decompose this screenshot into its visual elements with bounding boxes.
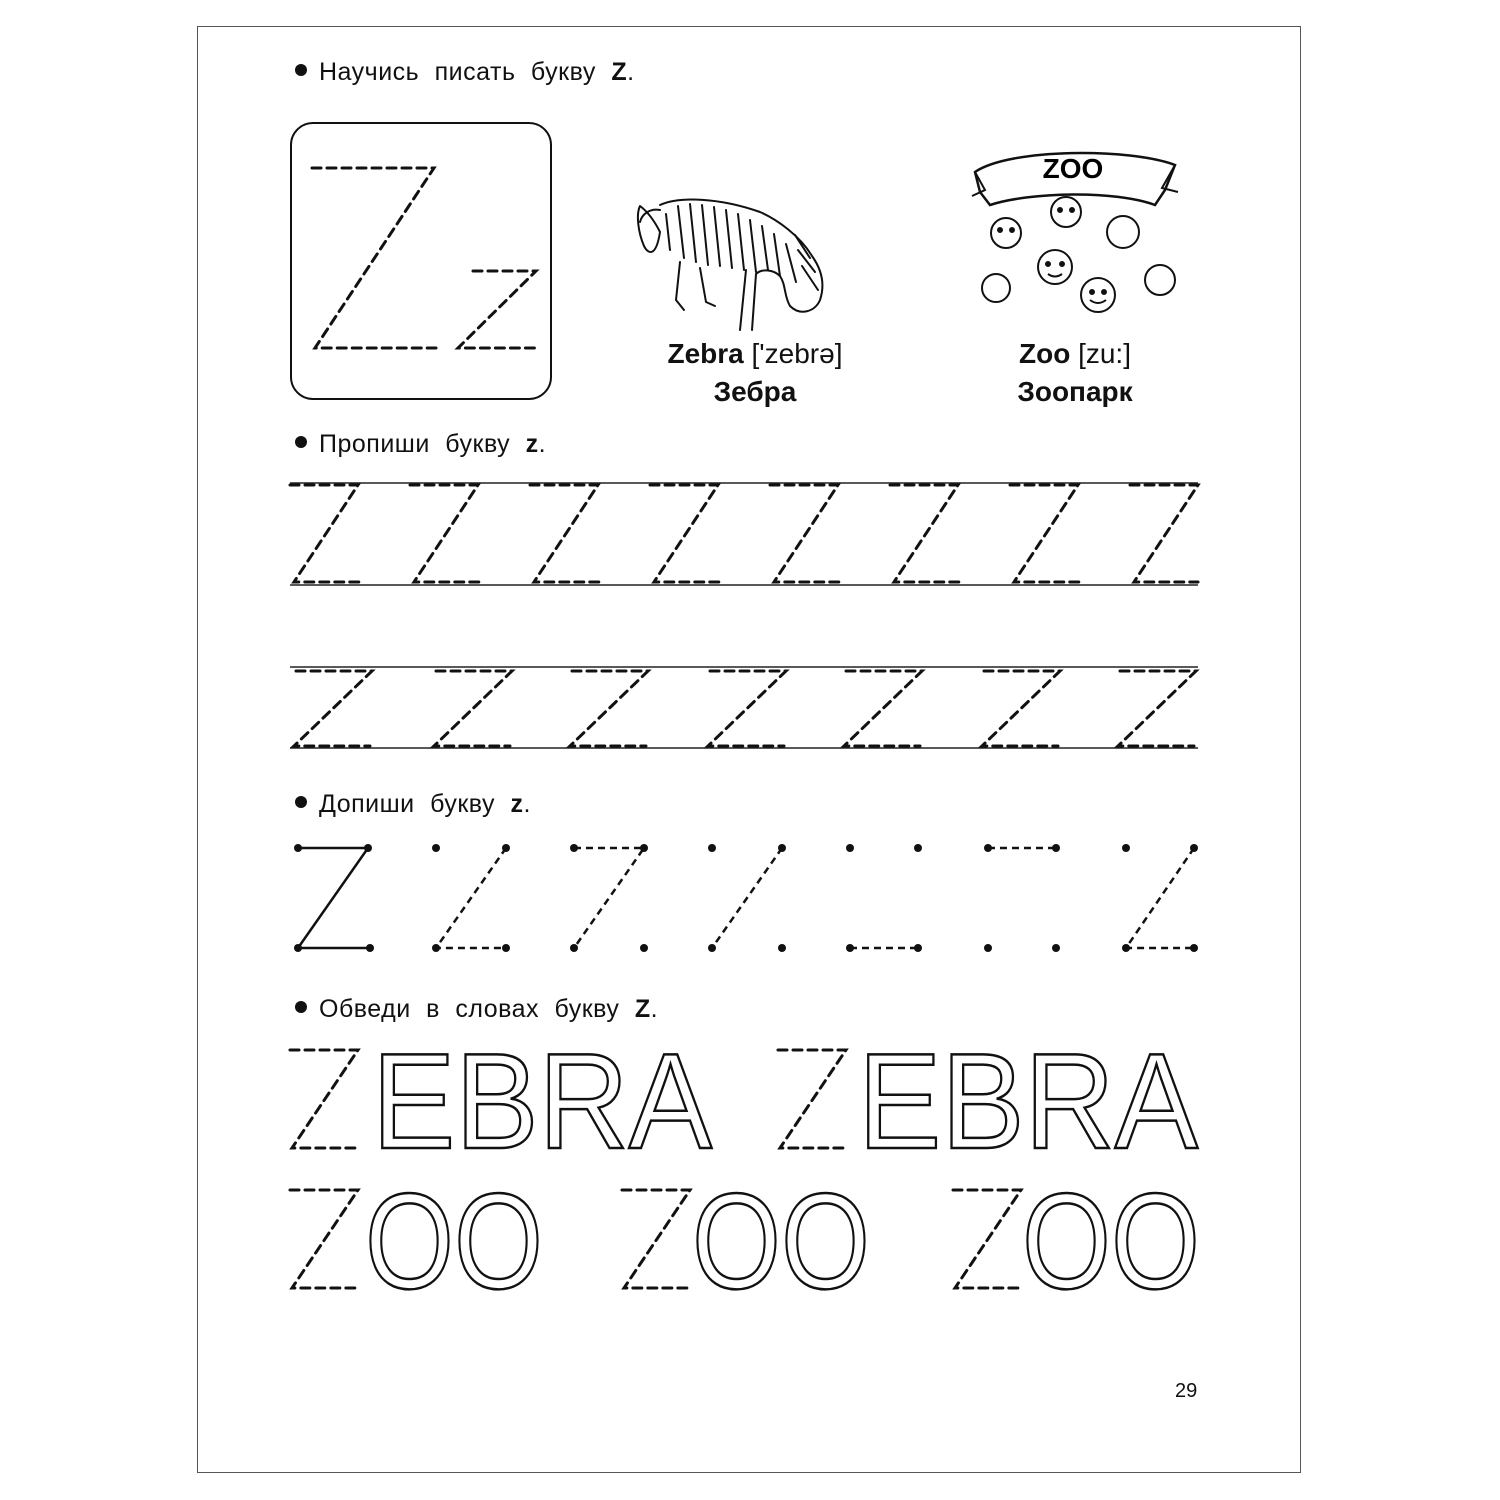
practice-row-zoo <box>290 1165 1200 1317</box>
practice-word-zoo-2: OO <box>692 1165 870 1317</box>
trace-row-1 <box>290 483 1198 585</box>
animal-faces-icon <box>982 197 1175 312</box>
letter-z-lowercase-model <box>458 271 536 348</box>
practice-row-zebra <box>290 1025 1198 1177</box>
zoo-illustration <box>972 153 1178 312</box>
trace-row-2 <box>290 667 1198 748</box>
practice-word-zoo-1: OO <box>365 1165 543 1317</box>
practice-word-zoo-3: OO <box>1022 1165 1200 1317</box>
letter-z-uppercase-model <box>312 168 436 348</box>
zoo-sign-text: ZOO <box>1042 153 1104 184</box>
vocab-zoo-translation: Зоопарк <box>1017 376 1133 407</box>
complete-letter-row <box>294 844 1198 952</box>
zebra-illustration <box>638 200 822 330</box>
page-number: 29 <box>1175 1380 1198 1402</box>
instruction-circle: Обведи в словах букву Z. <box>295 995 658 1024</box>
practice-word-zebra-2: EBRA <box>858 1025 1199 1177</box>
vocab-zebra-translation: Зебра <box>713 376 797 407</box>
instruction-trace: Пропиши букву z. <box>295 430 546 459</box>
instruction-learn: Научись писать букву Z. <box>295 58 635 87</box>
vocab-zoo-word: Zoo [zu:] <box>1018 338 1131 369</box>
vocab-zebra-word: Zebra ['zebrə] <box>667 338 843 369</box>
practice-word-zebra-1: EBRA <box>372 1025 713 1177</box>
instruction-complete: Допиши букву z. <box>295 790 531 819</box>
letter-box <box>291 123 551 399</box>
